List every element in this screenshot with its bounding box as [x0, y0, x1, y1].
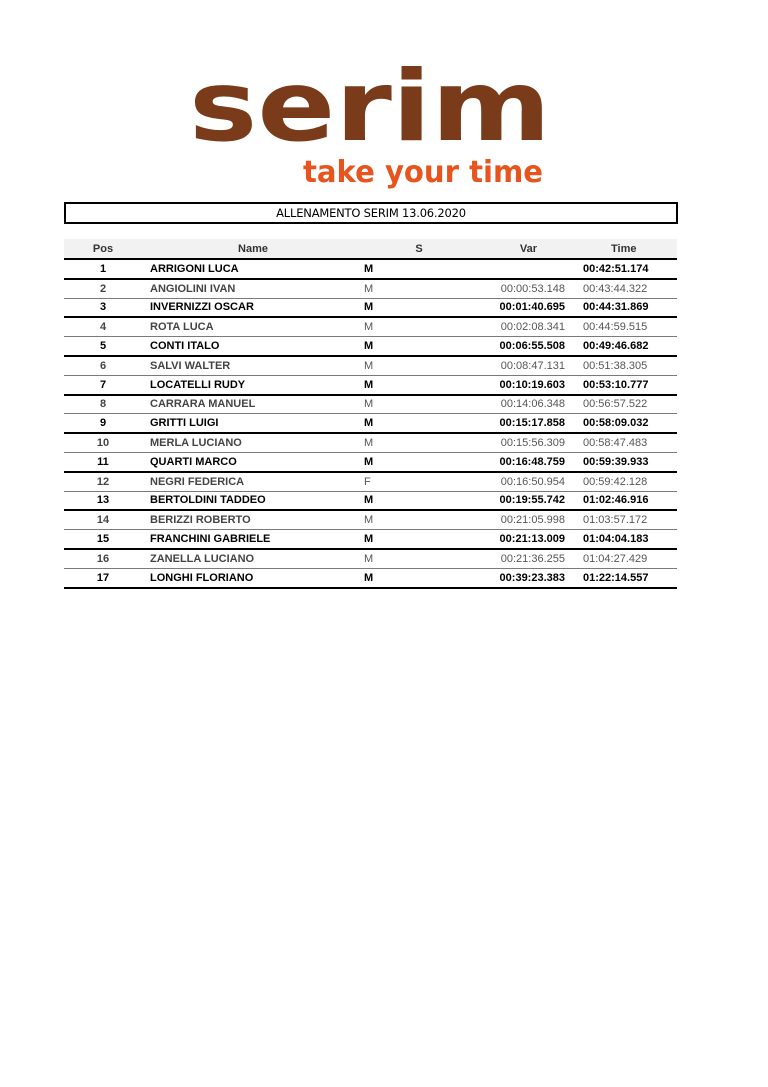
cell-sex: M — [364, 259, 474, 279]
cell-sex: M — [364, 317, 474, 336]
cell-name: ROTA LUCA — [142, 317, 364, 336]
cell-name: LOCATELLI RUDY — [142, 375, 364, 394]
header-var: Var — [474, 239, 583, 259]
cell-pos: 15 — [64, 530, 142, 549]
cell-pos: 4 — [64, 317, 142, 336]
cell-name: INVERNIZZI OSCAR — [142, 298, 364, 317]
cell-sex: M — [364, 337, 474, 356]
table-row — [64, 414, 677, 433]
cell-var: 00:15:56.309 — [474, 433, 583, 452]
cell-var: 00:16:48.759 — [474, 452, 583, 471]
cell-time: 00:44:31.869 — [583, 298, 677, 317]
cell-pos: 5 — [64, 337, 142, 356]
cell-pos: 14 — [64, 510, 142, 529]
cell-time: 01:22:14.557 — [583, 568, 677, 587]
cell-time: 00:56:57.522 — [583, 395, 677, 414]
table-row — [64, 298, 677, 317]
cell-name: ZANELLA LUCIANO — [142, 549, 364, 568]
cell-time: 00:59:39.933 — [583, 452, 677, 471]
table-row — [64, 452, 677, 471]
cell-time: 00:44:59.515 — [583, 317, 677, 336]
table-header-row — [64, 239, 677, 259]
cell-var: 00:21:05.998 — [474, 510, 583, 529]
cell-time: 00:51:38.305 — [583, 356, 677, 375]
logo-wordmark: serim — [189, 66, 551, 164]
table-row — [64, 510, 677, 529]
cell-sex: M — [364, 279, 474, 298]
cell-pos: 2 — [64, 279, 142, 298]
cell-var: 00:39:23.383 — [474, 568, 583, 587]
cell-pos: 10 — [64, 433, 142, 452]
results-body — [64, 259, 677, 588]
event-title: ALLENAMENTO SERIM 13.06.2020 — [64, 202, 678, 224]
cell-time: 00:43:44.322 — [583, 279, 677, 298]
table-row — [64, 549, 677, 568]
header-name: Name — [142, 239, 364, 259]
cell-var: 00:21:13.009 — [474, 530, 583, 549]
cell-pos: 9 — [64, 414, 142, 433]
cell-time: 01:04:04.183 — [583, 530, 677, 549]
cell-time: 00:53:10.777 — [583, 375, 677, 394]
cell-sex: M — [364, 549, 474, 568]
cell-var — [474, 259, 583, 279]
header-sex: S — [364, 239, 474, 259]
cell-var: 00:08:47.131 — [474, 356, 583, 375]
cell-pos: 1 — [64, 259, 142, 279]
cell-name: MERLA LUCIANO — [142, 433, 364, 452]
cell-pos: 6 — [64, 356, 142, 375]
cell-name: FRANCHINI GABRIELE — [142, 530, 364, 549]
table-row — [64, 337, 677, 356]
cell-name: CONTI ITALO — [142, 337, 364, 356]
cell-sex: F — [364, 472, 474, 491]
cell-sex: M — [364, 356, 474, 375]
cell-var: 00:15:17.858 — [474, 414, 583, 433]
cell-name: ARRIGONI LUCA — [142, 259, 364, 279]
cell-pos: 7 — [64, 375, 142, 394]
cell-var: 00:19:55.742 — [474, 491, 583, 510]
cell-sex: M — [364, 395, 474, 414]
cell-sex: M — [364, 375, 474, 394]
cell-sex: M — [364, 452, 474, 471]
header-time: Time — [583, 239, 677, 259]
cell-sex: M — [364, 414, 474, 433]
cell-sex: M — [364, 530, 474, 549]
cell-name: CARRARA MANUEL — [142, 395, 364, 414]
cell-name: QUARTI MARCO — [142, 452, 364, 471]
cell-pos: 11 — [64, 452, 142, 471]
cell-var: 00:00:53.148 — [474, 279, 583, 298]
cell-var: 00:14:06.348 — [474, 395, 583, 414]
cell-time: 00:49:46.682 — [583, 337, 677, 356]
header-pos: Pos — [64, 239, 142, 259]
cell-name: BERIZZI ROBERTO — [142, 510, 364, 529]
logo-tagline: take your time — [303, 155, 543, 190]
cell-name: NEGRI FEDERICA — [142, 472, 364, 491]
cell-name: BERTOLDINI TADDEO — [142, 491, 364, 510]
table-row — [64, 375, 677, 394]
cell-name: GRITTI LUIGI — [142, 414, 364, 433]
cell-pos: 8 — [64, 395, 142, 414]
cell-sex: M — [364, 433, 474, 452]
cell-pos: 13 — [64, 491, 142, 510]
table-row — [64, 317, 677, 336]
table-row — [64, 259, 677, 279]
cell-sex: M — [364, 510, 474, 529]
cell-sex: M — [364, 491, 474, 510]
table-row — [64, 491, 677, 510]
cell-pos: 12 — [64, 472, 142, 491]
cell-time: 00:59:42.128 — [583, 472, 677, 491]
table-row — [64, 395, 677, 414]
cell-pos: 16 — [64, 549, 142, 568]
cell-pos: 3 — [64, 298, 142, 317]
cell-time: 00:58:47.483 — [583, 433, 677, 452]
cell-var: 00:21:36.255 — [474, 549, 583, 568]
results-table — [64, 239, 677, 589]
cell-time: 01:03:57.172 — [583, 510, 677, 529]
cell-time: 01:04:27.429 — [583, 549, 677, 568]
cell-var: 00:02:08.341 — [474, 317, 583, 336]
cell-name: SALVI WALTER — [142, 356, 364, 375]
table-row — [64, 433, 677, 452]
cell-var: 00:06:55.508 — [474, 337, 583, 356]
table-row — [64, 530, 677, 549]
serim-logo — [180, 66, 560, 196]
cell-sex: M — [364, 298, 474, 317]
table-row — [64, 568, 677, 587]
cell-time: 00:58:09.032 — [583, 414, 677, 433]
table-row — [64, 356, 677, 375]
cell-pos: 17 — [64, 568, 142, 587]
table-row — [64, 472, 677, 491]
table-row — [64, 279, 677, 298]
cell-var: 00:10:19.603 — [474, 375, 583, 394]
cell-var: 00:16:50.954 — [474, 472, 583, 491]
cell-name: LONGHI FLORIANO — [142, 568, 364, 587]
cell-sex: M — [364, 568, 474, 587]
cell-var: 00:01:40.695 — [474, 298, 583, 317]
cell-time: 00:42:51.174 — [583, 259, 677, 279]
cell-time: 01:02:46.916 — [583, 491, 677, 510]
cell-name: ANGIOLINI IVAN — [142, 279, 364, 298]
